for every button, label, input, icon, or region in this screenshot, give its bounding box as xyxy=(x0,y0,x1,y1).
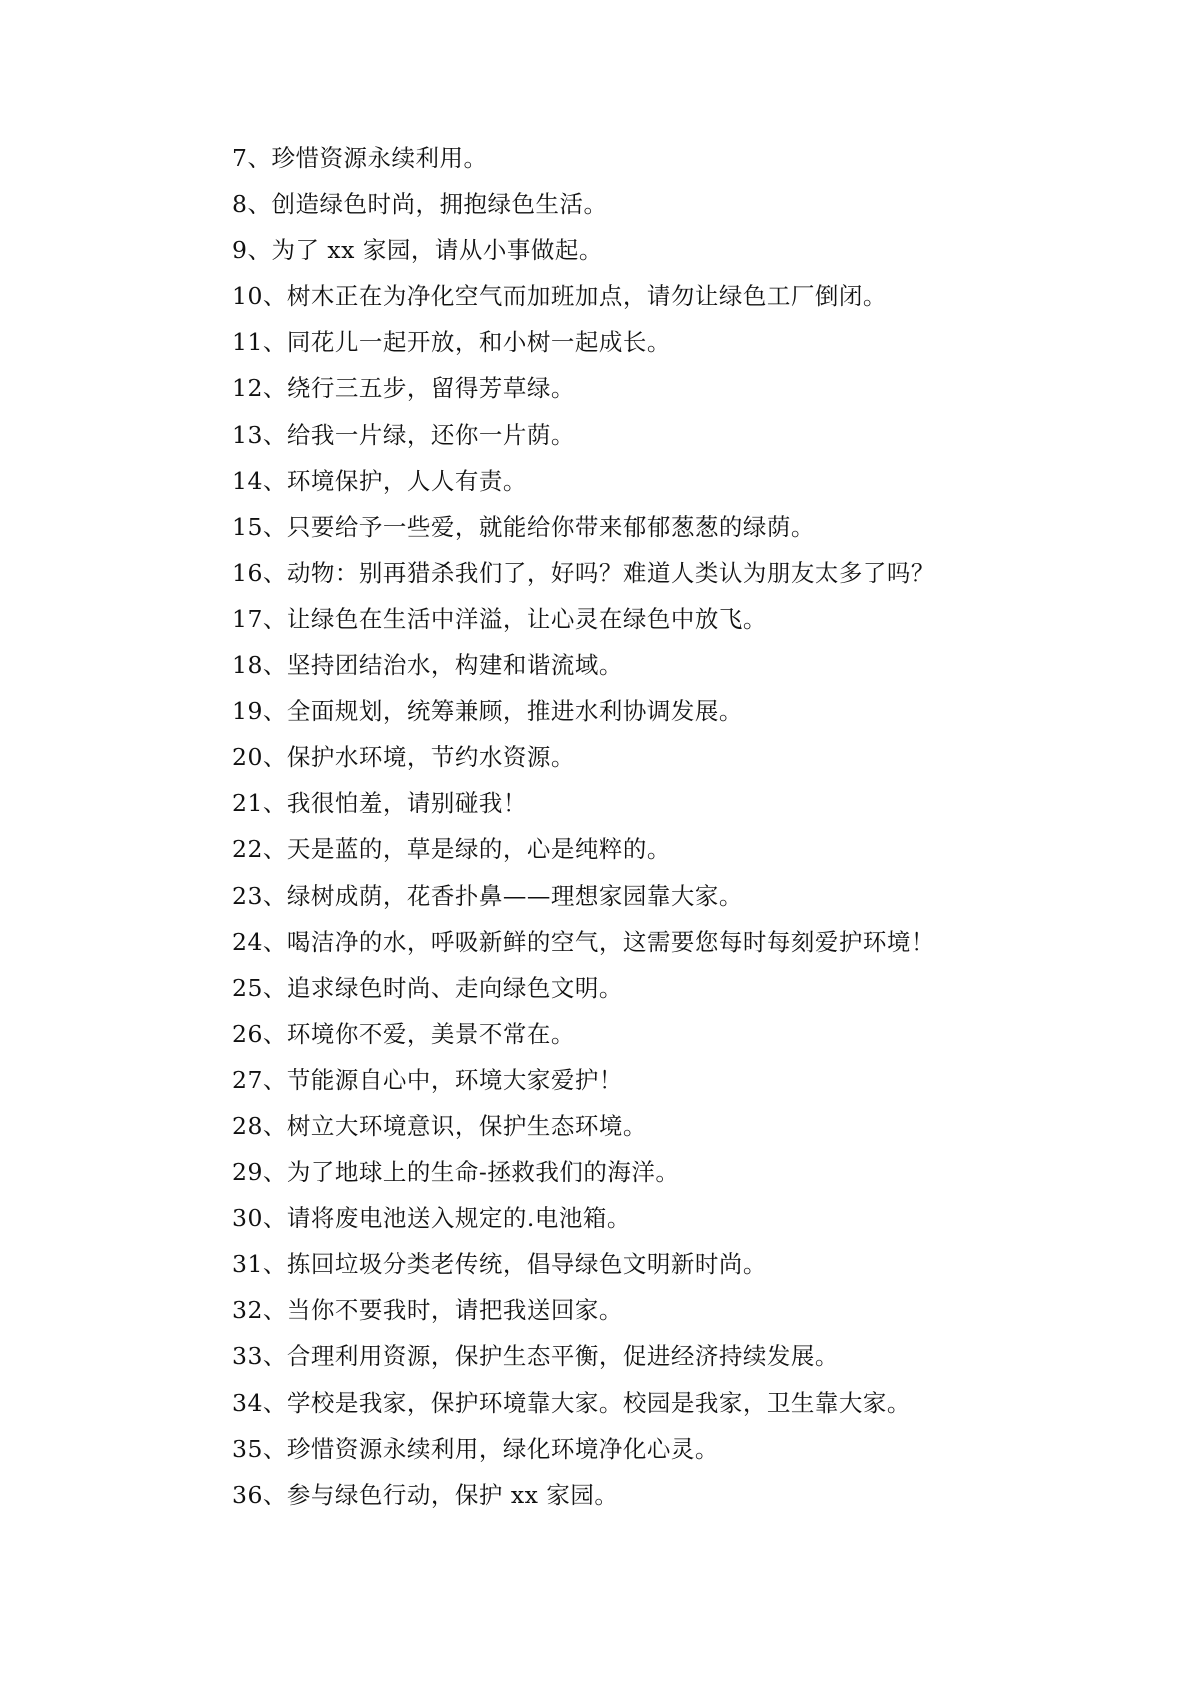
slogan-line: 17、让绿色在生活中洋溢，让心灵在绿色中放飞。 xyxy=(232,604,767,633)
slogan-line: 14、环境保护，人人有责。 xyxy=(232,466,527,495)
slogan-line: 20、保护水环境，节约水资源。 xyxy=(232,743,575,772)
slogan-line: 27、节能源自心中，环境大家爱护！ xyxy=(232,1065,623,1094)
slogan-line: 7、珍惜资源永续利用。 xyxy=(232,144,488,172)
slogan-line: 23、绿树成荫，花香扑鼻——理想家园靠大家。 xyxy=(232,881,743,910)
slogan-line: 35、珍惜资源永续利用，绿化环境净化心灵。 xyxy=(232,1434,719,1463)
slogan-line: 9、为了 xx 家园，请从小事做起。 xyxy=(232,236,603,265)
slogan-line: 26、环境你不爱，美景不常在。 xyxy=(232,1019,575,1048)
slogan-line: 19、全面规划，统筹兼顾，推进水利协调发展。 xyxy=(232,697,743,726)
slogan-list xyxy=(232,139,1132,1522)
slogan-line: 32、当你不要我时，请把我送回家。 xyxy=(232,1296,623,1325)
slogan-line: 30、请将废电池送入规定的.电池箱。 xyxy=(232,1204,631,1233)
slogan-line: 21、我很怕羞，请别碰我！ xyxy=(232,789,527,818)
slogan-line: 13、给我一片绿，还你一片荫。 xyxy=(232,420,575,449)
slogan-line: 25、追求绿色时尚、走向绿色文明。 xyxy=(232,973,623,1002)
slogan-line: 24、喝洁净的水，呼吸新鲜的空气，这需要您每时每刻爱护环境！ xyxy=(232,927,935,956)
slogan-line: 34、学校是我家，保护环境靠大家。校园是我家，卫生靠大家。 xyxy=(232,1388,911,1417)
slogan-line: 8、创造绿色时尚，拥抱绿色生活。 xyxy=(232,190,608,219)
slogan-line: 36、参与绿色行动，保护 xx 家园。 xyxy=(232,1480,619,1509)
slogan-line: 22、天是蓝的，草是绿的，心是纯粹的。 xyxy=(232,835,671,864)
slogan-line: 15、只要给予一些爱，就能给你带来郁郁葱葱的绿荫。 xyxy=(232,512,815,541)
slogan-line: 16、动物：别再猎杀我们了，好吗？难道人类认为朋友太多了吗？ xyxy=(232,558,935,587)
slogan-line: 29、为了地球上的生命-拯救我们的海洋。 xyxy=(232,1158,680,1187)
slogan-line: 11、同花儿一起开放，和小树一起成长。 xyxy=(232,328,671,357)
slogan-line: 31、拣回垃圾分类老传统，倡导绿色文明新时尚。 xyxy=(232,1250,767,1279)
slogan-line: 18、坚持团结治水，构建和谐流域。 xyxy=(232,651,623,680)
slogan-line: 33、合理利用资源，保护生态平衡，促进经济持续发展。 xyxy=(232,1342,839,1371)
slogan-line: 10、树木正在为净化空气而加班加点，请勿让绿色工厂倒闭。 xyxy=(232,282,887,311)
slogan-line: 12、绕行三五步，留得芳草绿。 xyxy=(232,374,575,403)
slogan-line: 28、树立大环境意识，保护生态环境。 xyxy=(232,1111,647,1140)
